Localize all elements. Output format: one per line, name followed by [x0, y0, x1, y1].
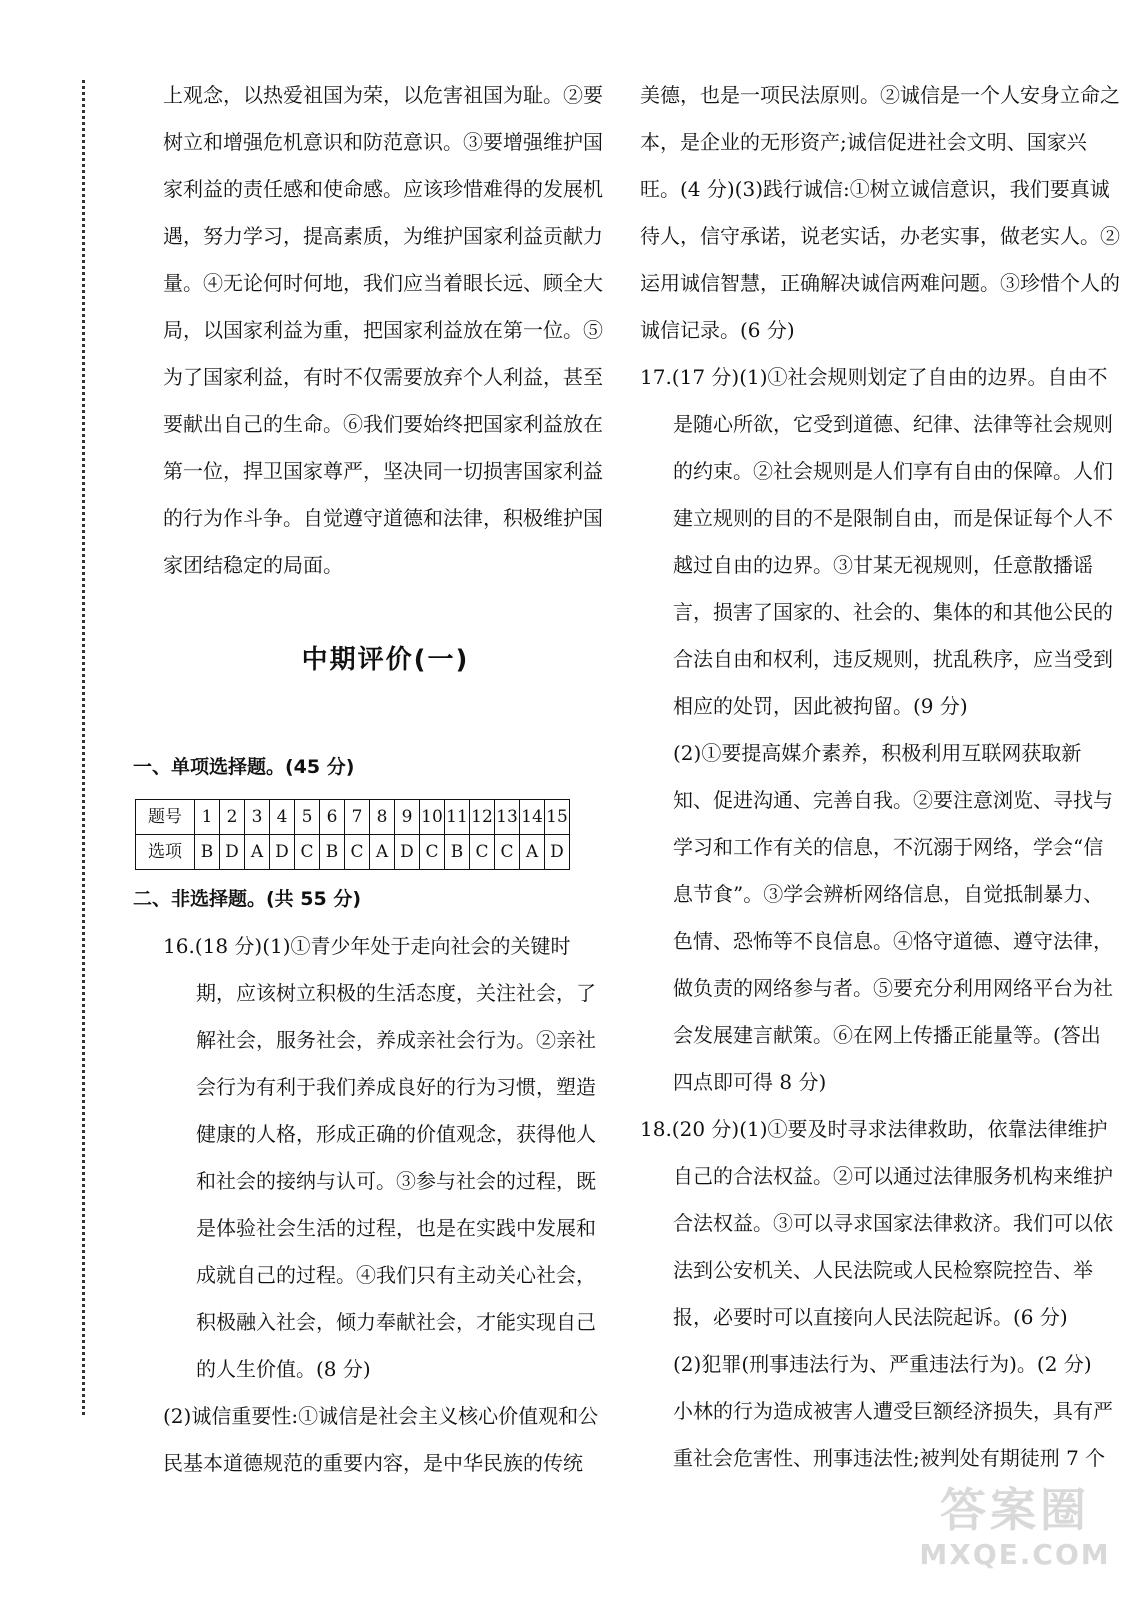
- answer-cell: C: [470, 835, 495, 870]
- question-number-cell: 5: [295, 800, 320, 835]
- question-16-continued: 美德，也是一项民法原则。②诚信是一个人安身立命之本，是企业的无形资产;诚信促进社会文明、国家兴旺。(4 分)(3)践行诚信:①树立诚信意识，我们要真诚待人，信守承诺，说老实话，办老实事，做老实人。②运用诚信智慧，正确解决诚信两难问题。③珍惜个人的诚信记录。(6 分): [640, 83, 1120, 342]
- question-number-cell: 13: [495, 800, 520, 835]
- question-number-cell: 3: [245, 800, 270, 835]
- question-number-cell: 15: [545, 800, 570, 835]
- section-heading-non-choice: 二、非选择题。(共 55 分): [133, 888, 362, 910]
- question-number-cell: 2: [220, 800, 245, 835]
- question-number-cell: 10: [420, 800, 445, 835]
- question-number-cell: 12: [470, 800, 495, 835]
- question-number-cell: 4: [270, 800, 295, 835]
- question-number-cell: 7: [345, 800, 370, 835]
- question-18-part-1: 18.(20 分)(1)①要及时寻求法律救助，依靠法律维护自己的合法权益。②可以通过法律服务机构来维护合法权益。③可以寻求国家法律救济。我们可以依法到公安机关、人民法院或人民检察院控告、举报，必要时可以直接向人民法院起诉。(6 分): [640, 1117, 1113, 1329]
- answer-cell: D: [220, 835, 245, 870]
- section-heading-multiple-choice: 一、单项选择题。(45 分): [133, 756, 355, 778]
- answer-cell: A: [370, 835, 395, 870]
- question-number-cell: 11: [445, 800, 470, 835]
- answer-cell: D: [545, 835, 570, 870]
- question-number-cell: 8: [370, 800, 395, 835]
- watermark-logo-text: 答案圈: [940, 1483, 1090, 1537]
- table-row-label: 选项: [136, 835, 195, 870]
- page-title: 中期评价(一): [301, 645, 470, 675]
- answer-cell: C: [295, 835, 320, 870]
- watermark-url: MXQE.COM: [919, 1538, 1111, 1571]
- answer-cell: B: [320, 835, 345, 870]
- question-number-cell: 1: [195, 800, 220, 835]
- question-17-part-2: (2)①要提高媒介素养，积极利用互联网获取新知、促进沟通、完善自我。②要注意浏览、寻找与学习和工作有关的信息，不沉溺于网络，学会“信息节食”。③学会辨析网络信息，自觉抵制暴力、色情、恐怖等不良信息。④恪守道德、遵守法律，做负责的网络参与者。⑤要充分利用网络平台为社会发展建言献策。⑥在网上传播正能量等。(答出四点即可得 8 分): [673, 741, 1113, 1094]
- answer-cell: A: [520, 835, 545, 870]
- question-number-cell: 6: [320, 800, 345, 835]
- question-16-part-2: (2)诚信重要性:①诚信是社会主义核心价值观和公民基本道德规范的重要内容，是中华民族的传统: [163, 1404, 599, 1475]
- answer-cell: D: [395, 835, 420, 870]
- binding-dashed-line: [82, 80, 85, 1415]
- answer-table: [135, 799, 570, 870]
- question-number-cell: 14: [520, 800, 545, 835]
- answer-table-answer-row: [136, 835, 570, 870]
- right-column: [640, 72, 1120, 1482]
- answer-cell: B: [445, 835, 470, 870]
- question-17-part-1: 17.(17 分)(1)①社会规则划定了自由的边界。自由不是随心所欲，它受到道德、纪律、法律等社会规则的约束。②社会规则是人们享有自由的保障。人们建立规则的目的不是限制自由，而是保证每个人不越过自由的边界。③甘某无视规则，任意散播谣言，损害了国家的、社会的、集体的和其他公民的合法自由和权利，违反规则，扰乱秩序，应当受到相应的处罚，因此被拘留。(9 分): [640, 365, 1113, 718]
- question-18-part-2: (2)犯罪(刑事违法行为、严重违法行为)。(2 分): [673, 1352, 1092, 1376]
- answer-cell: B: [195, 835, 220, 870]
- watermark-logo: [910, 1482, 1120, 1582]
- question-16-part-1: 16.(18 分)(1)①青少年处于走向社会的关键时期，应该树立积极的生活态度，关注社会，了解社会，服务社会，养成亲社会行为。②亲社会行为有利于我们养成良好的行为习惯，塑造健康的人格，形成正确的价值观念，获得他人和社会的接纳与认可。③参与社会的过程，既是体验社会生活的过程，也是在实践中发展和成就自己的过程。④我们只有主动关心社会，积极融入社会，倾力奉献社会，才能实现自己的人生价值。(8 分): [163, 934, 596, 1381]
- answer-cell: C: [495, 835, 520, 870]
- answer-cell: C: [345, 835, 370, 870]
- question-18-part-3: 小林的行为造成被害人遭受巨额经济损失，具有严重社会危害性、刑事违法性;被判处有期徒刑 7 个: [673, 1399, 1113, 1470]
- answer-cell: A: [245, 835, 270, 870]
- answer-cell: C: [420, 835, 445, 870]
- left-column: [133, 72, 608, 1487]
- answer-table-number-row: [136, 800, 570, 835]
- answer-cell: D: [270, 835, 295, 870]
- question-number-cell: 9: [395, 800, 420, 835]
- table-row-label: 题号: [136, 800, 195, 835]
- paragraph-national-interest: 上观念，以热爱祖国为荣，以危害祖国为耻。②要树立和增强危机意识和防范意识。③要增强维护国家利益的责任感和使命感。应该珍惜难得的发展机遇，努力学习，提高素质，为维护国家利益贡献力量。④无论何时何地，我们应当着眼长远、顾全大局，以国家利益为重，把国家利益放在第一位。⑤为了国家利益，有时不仅需要放弃个人利益，甚至要献出自己的生命。⑥我们要始终把国家利益放在第一位，捍卫国家尊严，坚决同一切损害国家利益的行为作斗争。自觉遵守道德和法律，积极维护国家团结稳定的局面。: [163, 83, 603, 577]
